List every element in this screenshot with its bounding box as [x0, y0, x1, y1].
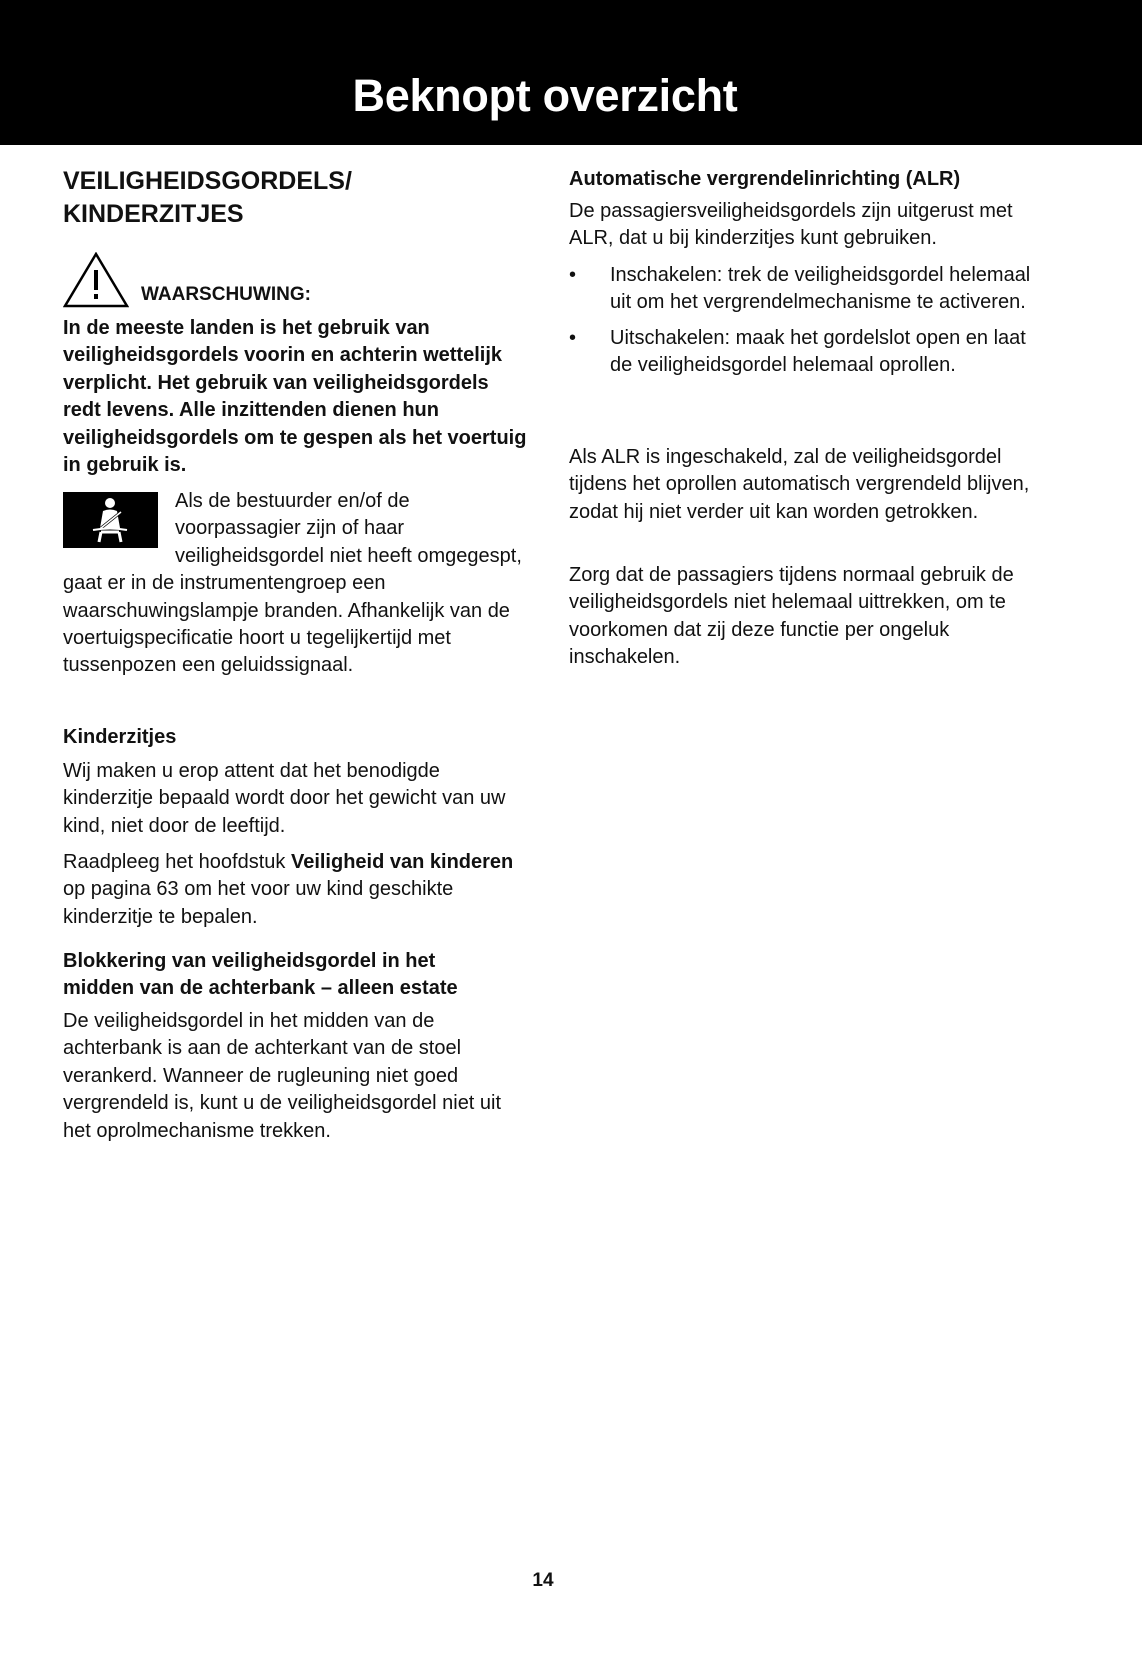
bullet-text: Uitschakelen: maak het gordelslot open en laat de veiligheidsgordel helemaal oprollen.	[610, 326, 1026, 377]
section-title	[63, 165, 525, 231]
section-title-line-1: VEILIGHEIDSGORDELS/	[63, 167, 352, 195]
page-header	[0, 0, 1142, 145]
alr-bullet-list	[569, 262, 1031, 388]
bullet-icon: •	[569, 326, 577, 349]
list-item	[569, 325, 1031, 380]
seatbelt-warning-icon	[63, 492, 158, 548]
page-number: 14	[532, 1570, 554, 1591]
list-item	[569, 262, 1031, 317]
kinderzitjes-text: Wij maken u erop attent dat het benodigde kinderzitje bepaald wordt door het gewicht van uw kind, niet door de leeftijd.	[63, 760, 506, 837]
bullet-icon: •	[569, 264, 577, 286]
reference-text: Raadpleeg het hoofdstuk	[63, 851, 291, 873]
seatbelt-text: Als de bestuurder en/of de voorpassagier zijn of haar veiligheidsgordel niet heeft omgegespt, gaat er in de instrumentengroep een waarschuwingslampje branden. Afhankelijk van de voertuigspecificatie hoort u tegelijkertijd met tussenpozen een geluidssignaal.	[63, 490, 522, 677]
alr-heading: Automatische vergrendelinrichting (ALR)	[569, 168, 961, 190]
section-title-line-2: KINDERZITJES	[63, 200, 244, 228]
reference-paragraph	[63, 849, 525, 931]
kinderzitjes-heading: Kinderzitjes	[63, 726, 177, 748]
reference-text-end: op pagina 63 om het voor uw kind geschikte kinderzitje te bepalen.	[63, 878, 454, 928]
bullet-text: Inschakelen: trek de veiligheidsgordel helemaal uit om het vergrendelmechanisme te activeren.	[610, 264, 1031, 314]
alr-active-text: Als ALR is ingeschakeld, zal de veiligheidsgordel tijdens het oprollen automatisch vergrendeld blijven, zodat hij niet verder uit kan worden getrokken.	[569, 446, 1030, 523]
blokkering-text: De veiligheidsgordel in het midden van de achterbank is aan de achterkant van de stoel verankerd. Wanneer de rugleuning niet goed vergrendeld is, kunt u de veiligheidsgordel niet uit het oprolmechanisme trekken.	[63, 1010, 502, 1142]
alr-intro: De passagiersveiligheidsgordels zijn uitgerust met ALR, dat u bij kinderzitjes kunt gebruiken.	[569, 200, 1013, 250]
warning-label: WAARSCHUWING:	[141, 284, 311, 305]
seatbelt-paragraph	[63, 488, 525, 680]
blokkering-heading: Blokkering van veiligheidsgordel in het midden van de achterbank – alleen estate	[63, 950, 458, 1000]
warning-triangle-icon	[63, 252, 129, 308]
page-title: Beknopt overzicht	[352, 70, 738, 121]
alr-note-text: Zorg dat de passagiers tijdens normaal gebruik de veiligheidsgordels niet helemaal uittrekken, om te voorkomen dat zij deze functie per ongeluk inschakelen.	[569, 564, 1014, 669]
reference-link-text: Veiligheid van kinderen	[290, 851, 514, 873]
warning-text: In de meeste landen is het gebruik van veiligheidsgordels voorin en achterin wettelijk verplicht. Het gebruik van veiligheidsgordels redt levens. Alle inzittenden dienen hun veiligheidsgordels om te gespen als het voertuig in gebruik is.	[63, 317, 527, 477]
